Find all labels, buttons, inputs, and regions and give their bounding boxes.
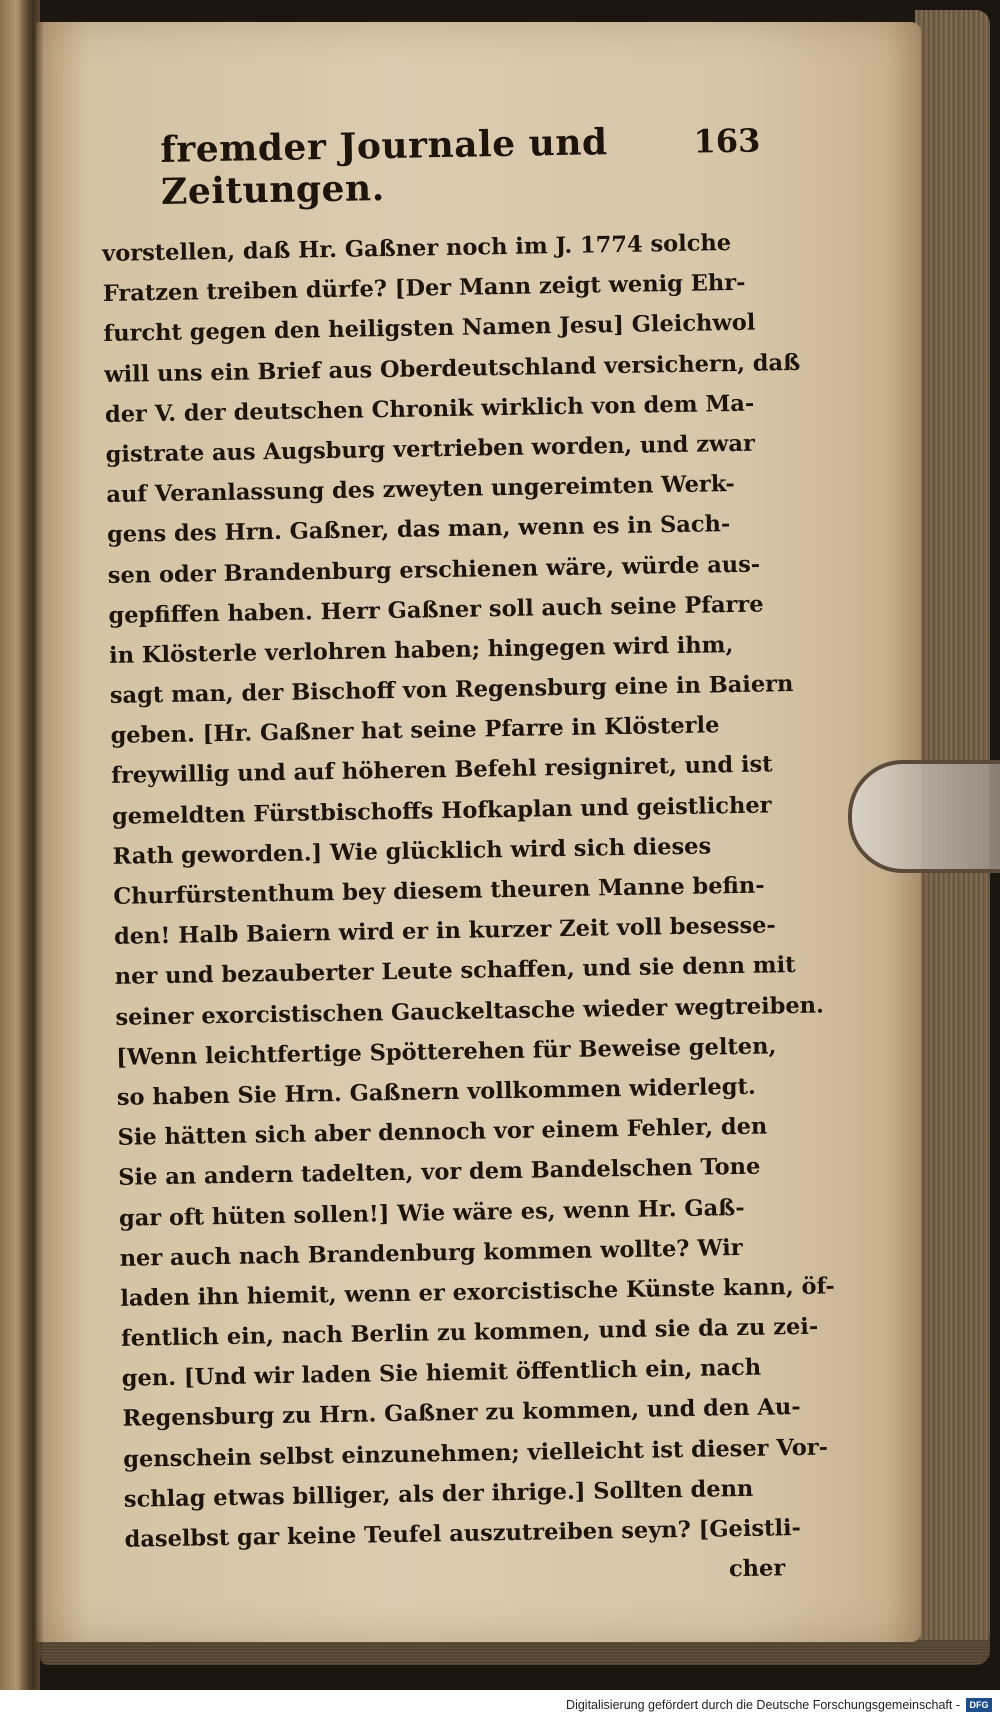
running-header [160,118,761,212]
text-line: sagt man, der Bischoff von Regensburg eine in Baiern [109,671,794,709]
book-gutter [16,0,44,1721]
text-line: ner auch nach Brandenburg kommen wollte? Wir [119,1234,743,1272]
text-line: gemeldten Fürstbischoffs Hofkaplan und geistlicher [111,792,772,830]
text-line: Churfürstenthum bey diesem theuren Manne befin- [113,872,765,910]
text-line: in Klösterle verlohren haben; hingegen wird ihm, [108,631,734,669]
text-line: gen. [Und wir laden Sie hiemit öffentlich ein, nach [121,1354,762,1393]
text-line: seiner exorcistischen Gauckeltasche wieder wegtreiben. [115,992,825,1031]
text-line: will uns ein Brief aus Oberdeutschland versichern, daß [104,349,801,388]
text-line: sen oder Brandenburg erschienen wäre, würde aus- [107,551,761,589]
text-line: [Wenn leichtfertige Spötterehen für Beweise gelten, [115,1033,777,1071]
text-line: den! Halb Baiern wird er in kurzer Zeit voll besesse- [113,912,776,951]
page-text-block [100,118,835,1600]
text-line: gistrate aus Augsburg vertrieben worden, und zwar [105,430,756,468]
text-line: schlag etwas billiger, als der ihrige.] Sollten denn [123,1475,754,1513]
text-line: genschein selbst einzunehmen; vielleicht ist dieser Vor- [122,1434,829,1473]
text-line: laden ihn hiemit, wenn er exorcistische Künste kann, öf- [120,1273,835,1312]
text-line: auf Veranlassung des zweyten ungereimten Werk- [106,471,735,509]
catchword: cher [728,1555,786,1583]
text-line: fentlich ein, nach Berlin zu kommen, und sie da zu zei- [120,1313,819,1352]
body-text [101,222,835,1600]
dfg-logo[interactable]: DFG [966,1698,992,1712]
text-line: Sie an andern tadelten, vor dem Bandelschen Tone [118,1153,761,1192]
text-line: gar oft hüten sollen!] Wie wäre es, wenn Hr. Gaß- [118,1194,745,1232]
text-line: furcht gegen den heiligsten Namen Jesu] Gleichwol [103,309,756,348]
text-line: Rath geworden.] Wie glücklich wird sich dieses [112,833,712,870]
funding-credit: Digitalisierung gefördert durch die Deutsche Forschungsgemeinschaft - [566,1698,960,1712]
text-line: geben. [Hr. Gaßner hat seine Pfarre in Klösterle [110,712,720,750]
text-line: vorstellen, daß Hr. Gaßner noch im J. 1774 solche [101,230,732,267]
text-line: Sie hätten sich aber dennoch vor einem Fehler, den [117,1113,768,1151]
page-number: 163 [693,121,761,161]
running-title: fremder Journale und Zeitungen. [159,121,608,213]
digitization-footer [0,1690,1000,1721]
text-line: gens des Hrn. Gaßner, das man, wenn es in Sach- [106,511,731,549]
text-line: Regensburg zu Hrn. Gaßner zu kommen, und den Au- [122,1394,801,1433]
text-line: Fratzen treiben dürfe? [Der Mann zeigt wenig Ehr- [102,269,746,308]
bookmark-clip [848,760,1000,873]
page-stack-bottom [40,1640,990,1665]
text-line: daselbst gar keine Teufel auszutreiben seyn? [Geistli- [124,1514,802,1553]
text-line: freywillig und auf höheren Befehl resigniret, und ist [111,751,773,790]
text-line: ner und bezauberter Leute schaffen, und sie denn mit [114,952,796,991]
text-line: gepfiffen haben. Herr Gaßner soll auch seine Pfarre [108,591,764,629]
text-line: der V. der deutschen Chronik wirklich von dem Ma- [104,390,755,428]
text-line: so haben Sie Hrn. Gaßnern vollkommen widerlegt. [116,1073,756,1111]
